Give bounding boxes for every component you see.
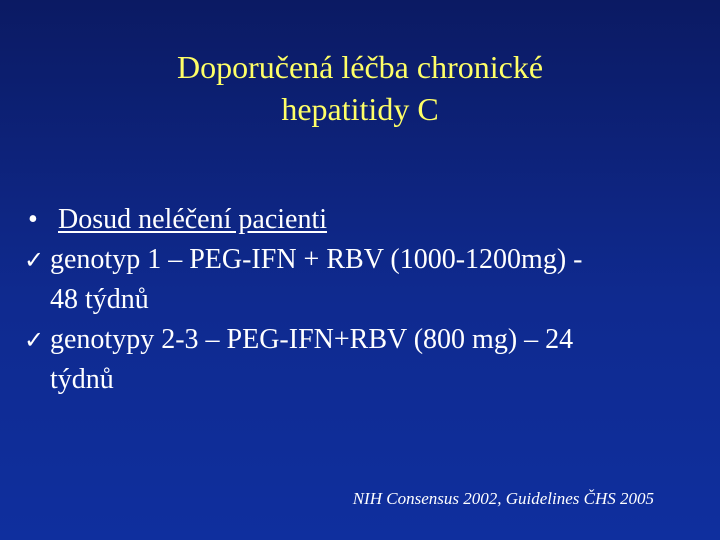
subitem-line: genotypy 2-3 – PEG-IFN+RBV (800 mg) – 24 bbox=[50, 324, 574, 355]
subitem-genotype-1 bbox=[24, 240, 694, 320]
title-line-2: hepatitidy C bbox=[281, 91, 439, 127]
subitem-line: 48 týdnů bbox=[50, 284, 149, 315]
subitem-line: genotyp 1 – PEG-IFN + RBV (1000-1200mg) - bbox=[50, 244, 583, 275]
source-citation: NIH Consensus 2002, Guidelines ČHS 2005 bbox=[352, 489, 654, 508]
bullet-item bbox=[24, 200, 694, 240]
slide-title bbox=[0, 46, 720, 130]
bullet-icon: • bbox=[28, 204, 38, 235]
subitem-genotypes-2-3 bbox=[24, 320, 694, 400]
title-line-1: Doporučená léčba chronické bbox=[176, 49, 544, 85]
checkmark-icon: ✓ bbox=[24, 326, 45, 354]
subitem-line: týdnů bbox=[50, 364, 114, 395]
checkmark-icon: ✓ bbox=[24, 246, 45, 274]
slide-body bbox=[24, 200, 694, 400]
bullet-text: Dosud neléčení pacienti bbox=[58, 204, 328, 235]
